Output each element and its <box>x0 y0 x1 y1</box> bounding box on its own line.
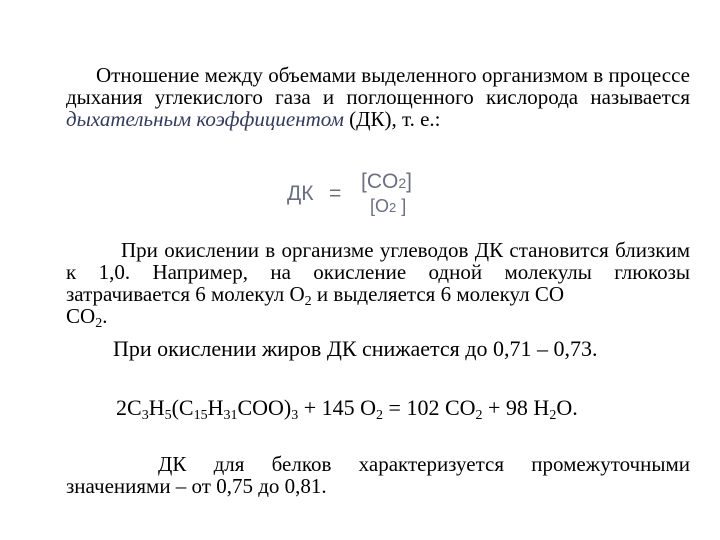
paragraph-carbohydrates-tail: $CO_2$. <box>66 304 108 331</box>
formula-lhs: ДК <box>287 182 314 205</box>
paragraph-fats: При окислении жиров ДК снижается до 0,71 – 0,73. <box>113 336 598 361</box>
definition-text-end: (ДК), т. е.: <box>343 107 441 131</box>
formula-denominator: [O2 ] <box>370 196 407 216</box>
respiratory-coefficient-term: дыхательным коэффициентом <box>66 107 344 131</box>
oxidation-equation: $2C_3H_5(C_{15}H_{31}COO)_3 + 145$ $O_2 = 102$ $CO_2 + 98$ $H_2O$. <box>116 395 578 423</box>
paragraph-carbohydrates: При окислении в организме углеводов ДК становится близким к 1,0. Например, на окисление одной молекулы глюкозы затрачивается 6 молекул $O_2$ и выделяется 6 молекул CO <box>66 238 690 309</box>
formula-equals: = <box>329 182 342 205</box>
paragraph-proteins: ДК для белков характеризуется промежуточными значениями – от 0,75 до 0,81. <box>66 452 690 498</box>
formula-numerator: [CO2] <box>361 170 412 193</box>
definition-text-start: Отношение между объемами выделенного организмом в процессе дыхания углекислого газа и поглощенного кислорода называется <box>66 63 690 109</box>
paragraph-definition <box>66 64 690 130</box>
